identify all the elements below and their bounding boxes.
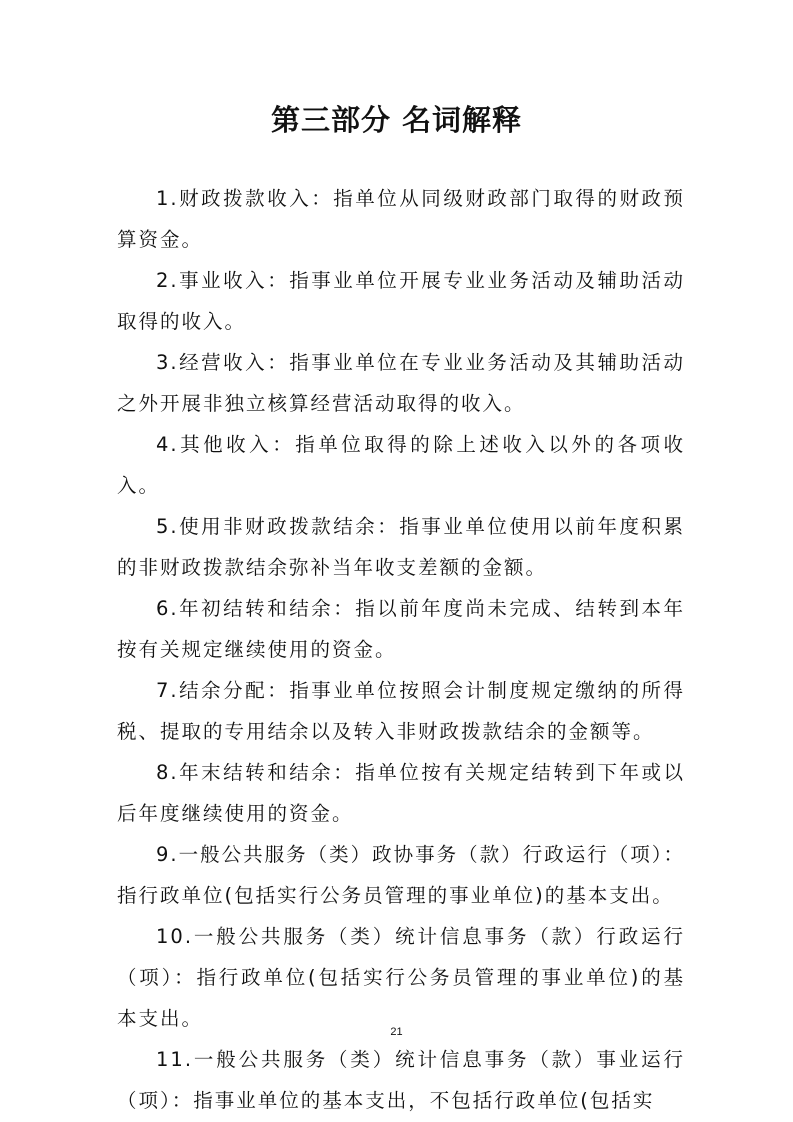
paragraph-7: 7.结余分配：指事业单位按照会计制度规定缴纳的所得税、提取的专用结余以及转入非财政拨款结余的金额等。 xyxy=(117,679,685,743)
page-title: 第三部分 名词解释 xyxy=(270,103,523,137)
document-body xyxy=(117,178,685,1121)
paragraph-4: 4.其他收入：指单位取得的除上述收入以外的各项收入。 xyxy=(117,433,685,497)
paragraph-9: 9.一般公共服务（类）政协事务（款）行政运行（项）：指行政单位(包括实行公务员管理的事业单位)的基本支出。 xyxy=(117,843,685,907)
paragraph-3: 3.经营收入：指事业单位在专业业务活动及其辅助活动之外开展非独立核算经营活动取得的收入。 xyxy=(117,351,685,415)
page-number: 21 xyxy=(390,1026,403,1038)
paragraph-1: 1.财政拨款收入：指单位从同级财政部门取得的财政预算资金。 xyxy=(117,187,685,251)
paragraph-2: 2.事业收入：指事业单位开展专业业务活动及辅助活动取得的收入。 xyxy=(117,269,685,333)
paragraph-11: 11.一般公共服务（类）统计信息事务（款）事业运行（项）：指事业单位的基本支出，不包括行政单位(包括实 xyxy=(117,1048,685,1112)
paragraph-5: 5.使用非财政拨款结余：指事业单位使用以前年度积累的非财政拨款结余弥补当年收支差额的金额。 xyxy=(117,515,685,579)
paragraph-6: 6.年初结转和结余：指以前年度尚未完成、结转到本年按有关规定继续使用的资金。 xyxy=(117,597,685,661)
paragraph-10: 10.一般公共服务（类）统计信息事务（款）行政运行（项）：指行政单位(包括实行公务员管理的事业单位)的基本支出。 xyxy=(117,925,685,1030)
paragraph-8: 8.年末结转和结余：指单位按有关规定结转到下年或以后年度继续使用的资金。 xyxy=(117,761,685,825)
